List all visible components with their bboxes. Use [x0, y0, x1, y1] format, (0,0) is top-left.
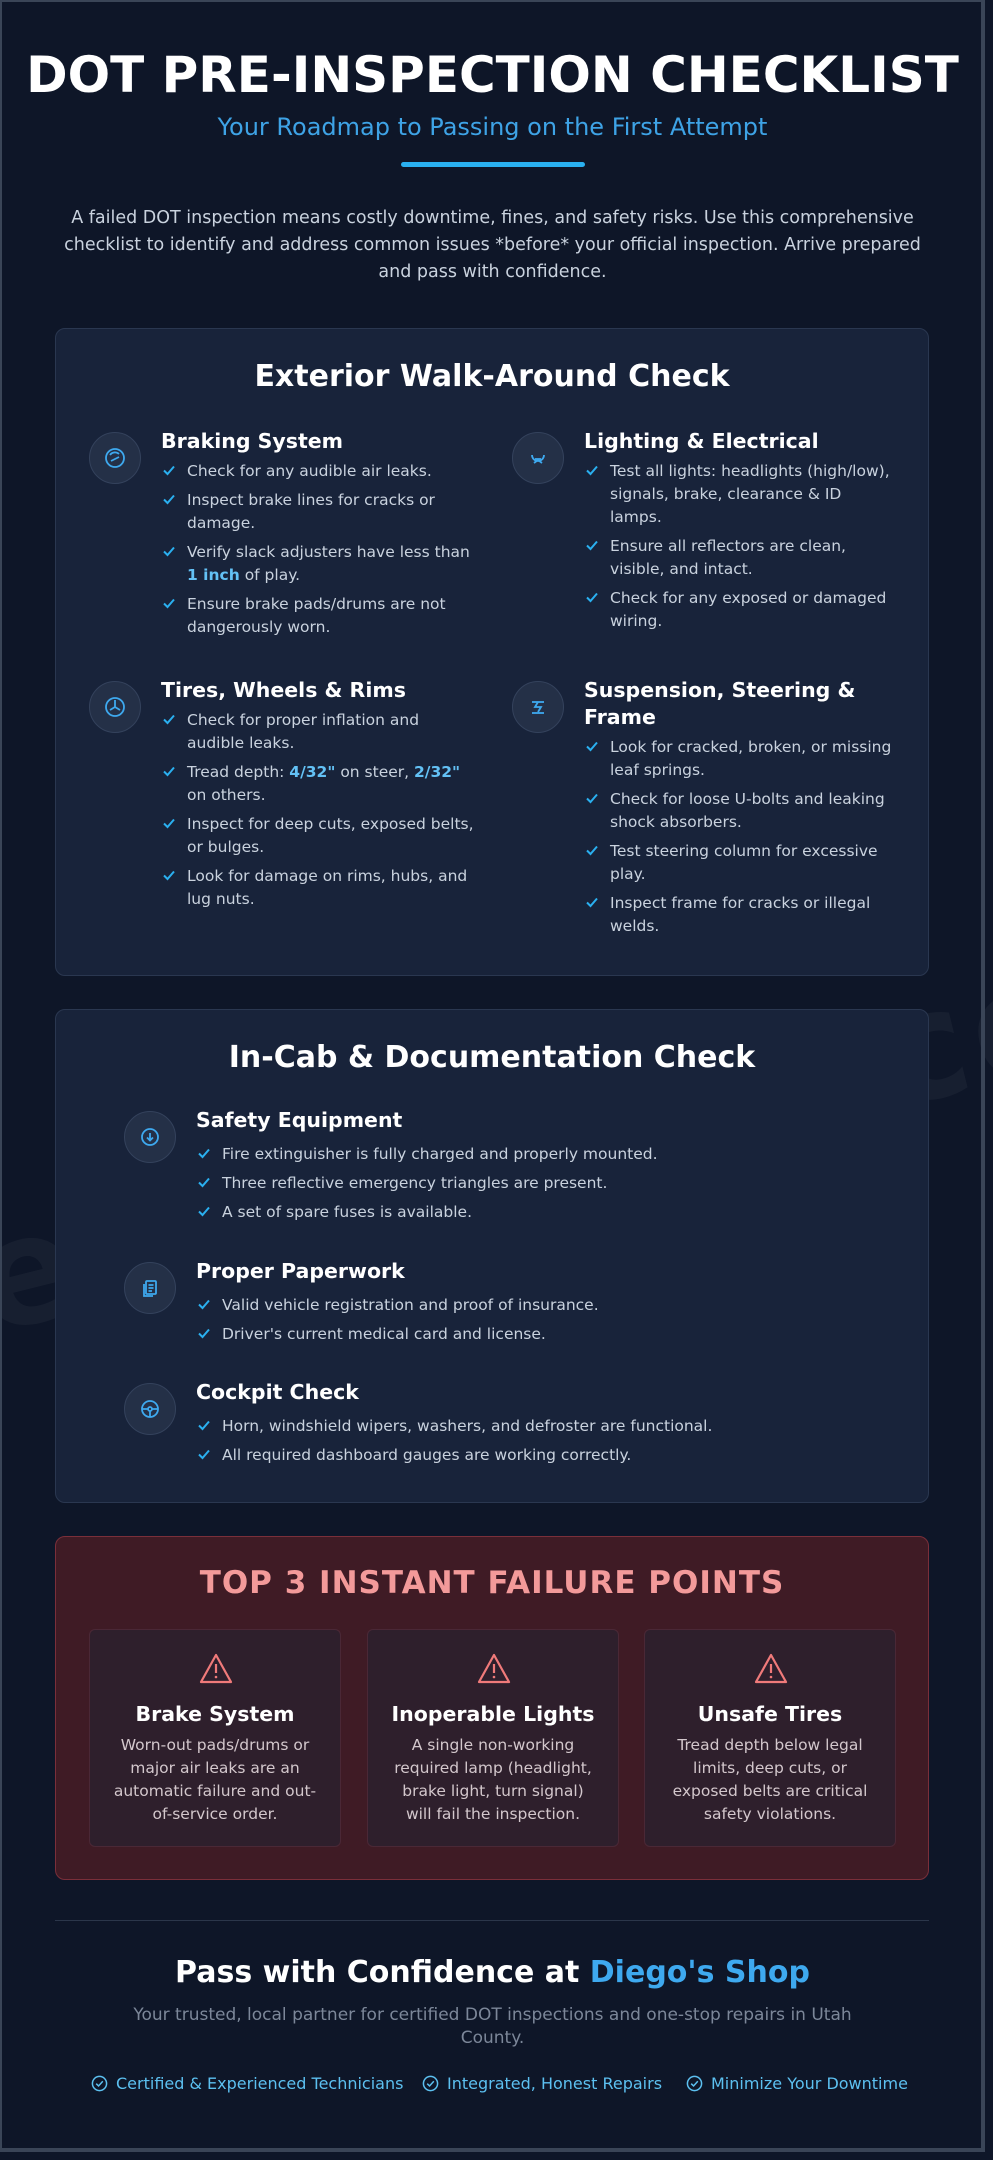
check-icon	[161, 543, 177, 559]
intro-text: A failed DOT inspection means costly downtime, fines, and safety risks. Use this comprehensive checklist to identify and address common issues *before* your official inspection. Arrive prepared and pass with confidence.	[64, 208, 921, 282]
list-item: Ensure all reflectors are clean, visible, and intact.	[584, 535, 894, 581]
list-item: Valid vehicle registration and proof of insurance.	[196, 1294, 796, 1317]
failure-card-text: Tread depth below legal limits, deep cuts, or exposed belts are critical safety violations.	[672, 1736, 868, 1823]
headlight-icon	[512, 432, 564, 484]
braking-title: Braking System	[161, 429, 344, 453]
check-icon	[161, 711, 177, 727]
slack-value: 1 inch	[187, 566, 240, 584]
check-icon	[584, 589, 600, 605]
failure-card-brakes	[89, 1629, 341, 1847]
warning-icon	[198, 1652, 234, 1686]
cockpit-list	[196, 1415, 836, 1473]
failure-card-tires	[644, 1629, 896, 1847]
incab-panel	[55, 1009, 929, 1503]
failure-card-title: Unsafe Tires	[697, 1702, 843, 1726]
documents-icon	[124, 1262, 176, 1314]
tread-other-value: 2/32"	[414, 763, 461, 781]
paperwork-list	[196, 1294, 796, 1352]
list-item: Tread depth: 4/32" on steer, 2/32" on others.	[161, 761, 481, 807]
exterior-panel	[55, 328, 929, 976]
check-icon	[584, 537, 600, 553]
safety-title: Safety Equipment	[196, 1108, 403, 1132]
check-icon	[196, 1296, 212, 1312]
check-icon	[161, 867, 177, 883]
warning-icon	[753, 1652, 789, 1686]
failure-heading: TOP 3 INSTANT FAILURE POINTS	[199, 1565, 785, 1601]
page-title: DOT PRE-INSPECTION CHECKLIST	[26, 46, 959, 104]
list-item: Verify slack adjusters have less than 1 inch of play.	[161, 541, 481, 587]
lighting-title: Lighting & Electrical	[584, 429, 819, 453]
list-item: A set of spare fuses is available.	[196, 1201, 796, 1224]
incab-heading: In-Cab & Documentation Check	[228, 1040, 756, 1075]
list-item: Inspect for deep cuts, exposed belts, or bulges.	[161, 813, 481, 859]
failure-card-lights	[367, 1629, 619, 1847]
check-icon	[584, 462, 600, 478]
feature-certified: Certified & Experienced Technicians	[91, 2074, 403, 2093]
list-item: Test steering column for excessive play.	[584, 840, 894, 886]
cockpit-title: Cockpit Check	[196, 1380, 359, 1404]
braking-list	[161, 460, 481, 645]
suspension-title: Suspension, Steering & Frame	[584, 678, 856, 729]
title-underline	[401, 162, 585, 167]
check-icon	[584, 842, 600, 858]
failure-panel	[55, 1536, 929, 1880]
list-item: Look for damage on rims, hubs, and lug nuts.	[161, 865, 481, 911]
footer-divider	[55, 1920, 929, 1921]
check-icon	[161, 595, 177, 611]
check-circle-icon	[91, 2075, 108, 2092]
list-item: Inspect frame for cracks or illegal welds.	[584, 892, 894, 938]
list-item: Driver's current medical card and license.	[196, 1323, 796, 1346]
lighting-list	[584, 460, 894, 639]
feature-downtime: Minimize Your Downtime	[686, 2074, 908, 2093]
safety-icon	[124, 1111, 176, 1163]
suspension-icon	[512, 681, 564, 733]
warning-icon	[476, 1652, 512, 1686]
check-icon	[161, 491, 177, 507]
check-icon	[196, 1174, 212, 1190]
tires-list	[161, 709, 481, 917]
tread-steer-value: 4/32"	[289, 763, 336, 781]
list-item: Check for any audible air leaks.	[161, 460, 481, 483]
check-icon	[584, 738, 600, 754]
list-item: Ensure brake pads/drums are not dangerously worn.	[161, 593, 481, 639]
list-item: Check for any exposed or damaged wiring.	[584, 587, 894, 633]
check-icon	[161, 763, 177, 779]
shop-name: Diego's Shop	[589, 1955, 810, 1990]
list-item: All required dashboard gauges are working correctly.	[196, 1444, 836, 1467]
check-icon	[196, 1325, 212, 1341]
list-item: Inspect brake lines for cracks or damage.	[161, 489, 481, 535]
list-item: Fire extinguisher is fully charged and properly mounted.	[196, 1143, 796, 1166]
failure-card-text: A single non-working required lamp (headlight, brake light, turn signal) will fail the inspection.	[394, 1736, 592, 1823]
list-item: Check for proper inflation and audible leaks.	[161, 709, 481, 755]
paperwork-title: Proper Paperwork	[196, 1259, 405, 1283]
failure-card-text: Worn-out pads/drums or major air leaks are an automatic failure and out-of-service order.	[113, 1736, 317, 1823]
check-circle-icon	[686, 2075, 703, 2092]
list-item: Check for loose U-bolts and leaking shock absorbers.	[584, 788, 894, 834]
check-icon	[196, 1203, 212, 1219]
check-icon	[161, 462, 177, 478]
list-item: Three reflective emergency triangles are present.	[196, 1172, 796, 1195]
safety-list	[196, 1143, 796, 1230]
check-icon	[196, 1417, 212, 1433]
page-subtitle: Your Roadmap to Passing on the First Attempt	[217, 113, 768, 141]
list-item: Look for cracked, broken, or missing leaf springs.	[584, 736, 894, 782]
list-item: Test all lights: headlights (high/low), signals, brake, clearance & ID lamps.	[584, 460, 894, 529]
suspension-list	[584, 736, 894, 944]
check-icon	[161, 815, 177, 831]
wheel-icon	[89, 681, 141, 733]
footer-subtitle: Your trusted, local partner for certified DOT inspections and one-stop repairs in Utah County.	[133, 2005, 852, 2048]
check-circle-icon	[422, 2075, 439, 2092]
failure-card-title: Brake System	[135, 1702, 295, 1726]
check-icon	[196, 1145, 212, 1161]
check-icon	[584, 790, 600, 806]
list-item: Horn, windshield wipers, washers, and defroster are functional.	[196, 1415, 836, 1438]
exterior-heading: Exterior Walk-Around Check	[254, 359, 730, 394]
check-icon	[584, 894, 600, 910]
feature-repairs: Integrated, Honest Repairs	[422, 2074, 662, 2093]
brake-disc-icon	[89, 432, 141, 484]
check-icon	[196, 1446, 212, 1462]
steering-wheel-icon	[124, 1383, 176, 1435]
tires-title: Tires, Wheels & Rims	[161, 678, 406, 702]
footer-title: Pass with Confidence at Diego's Shop	[175, 1955, 810, 1990]
failure-card-title: Inoperable Lights	[391, 1702, 595, 1726]
